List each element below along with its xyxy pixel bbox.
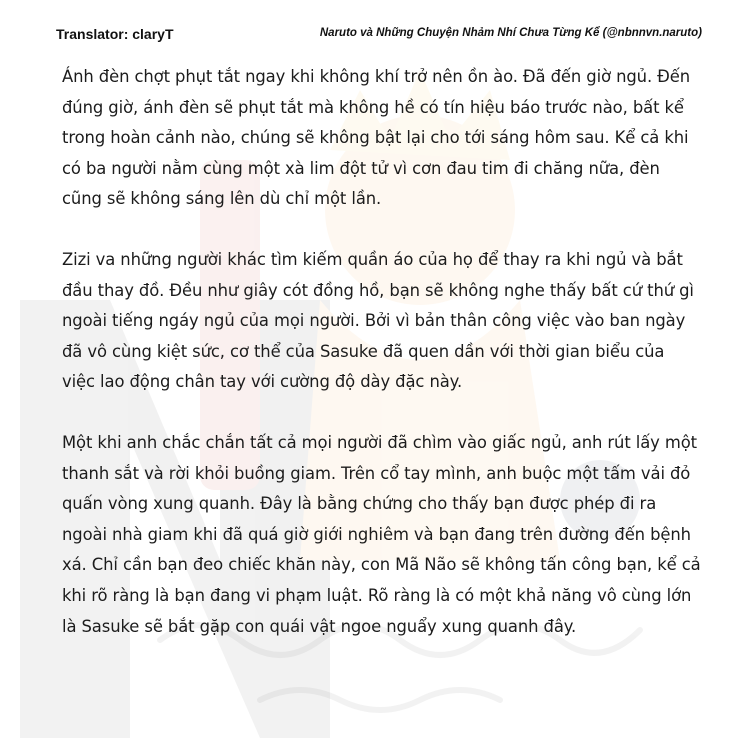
watermark-script-stroke xyxy=(260,690,500,710)
translator-credit: Translator: claryT xyxy=(56,26,174,42)
paragraph: Zizi va những người khác tìm kiếm quần áo của họ để thay ra khi ngủ và bắt đầu thay đồ. Đều như giây cót đồng hồ, bạn sẽ không nghe thấy bất cứ thứ gì ngoài tiếng ngáy ngủ của mọi người. Bởi vì bản thân công việc vào ban ngày đã vô cùng kiệt sức, cơ thể của Sasuke đã quen dần với thời gian biểu của việc lao động chân tay với cường độ dày đặc này. xyxy=(62,249,694,392)
paragraph: Ánh đèn chợt phụt tắt ngay khi không khí trở nên ồn ào. Đã đến giờ ngủ. Đến đúng giờ, ánh đèn sẽ phụt tắt mà không hề có tín hiệu báo trước nào, bất kể trong hoàn cảnh nào, chúng sẽ không bật lại cho tới sáng hôm sau. Kể cả khi có ba người nằm cùng một xà lim đột tử vì cơn đau tim đi chăng nữa, đèn cũng sẽ không sáng lên dù chỉ một lần. xyxy=(62,67,691,209)
paragraph: Một khi anh chắc chắn tất cả mọi người đã chìm vào giấc ngủ, anh rút lấy một thanh sắt và rời khỏi buồng giam. Trên cổ tay mình, anh buộc một tấm vải đỏ quấn vòng xung quanh. Đây là bằng chứng cho thấy bạn được phép đi ra ngoài nhà giam khi đã quá giờ giới nghiêm và bạn đang trên đường đến bệnh xá. Chỉ cần bạn đeo chiếc khăn này, con Mã Não sẽ không tấn công bạn, kể cả khi rõ ràng là bạn đang vi phạm luật. Rõ ràng là có một khả năng vô cùng lớn là Sasuke sẽ bắt gặp con quái vật ngoe nguẩy xung quanh đây. xyxy=(62,432,701,636)
story-text xyxy=(62,62,702,642)
series-title: Naruto và Những Chuyện Nhảm Nhí Chưa Từng Kể (@nbnnvn.naruto) xyxy=(319,27,702,39)
page-header xyxy=(56,26,702,48)
